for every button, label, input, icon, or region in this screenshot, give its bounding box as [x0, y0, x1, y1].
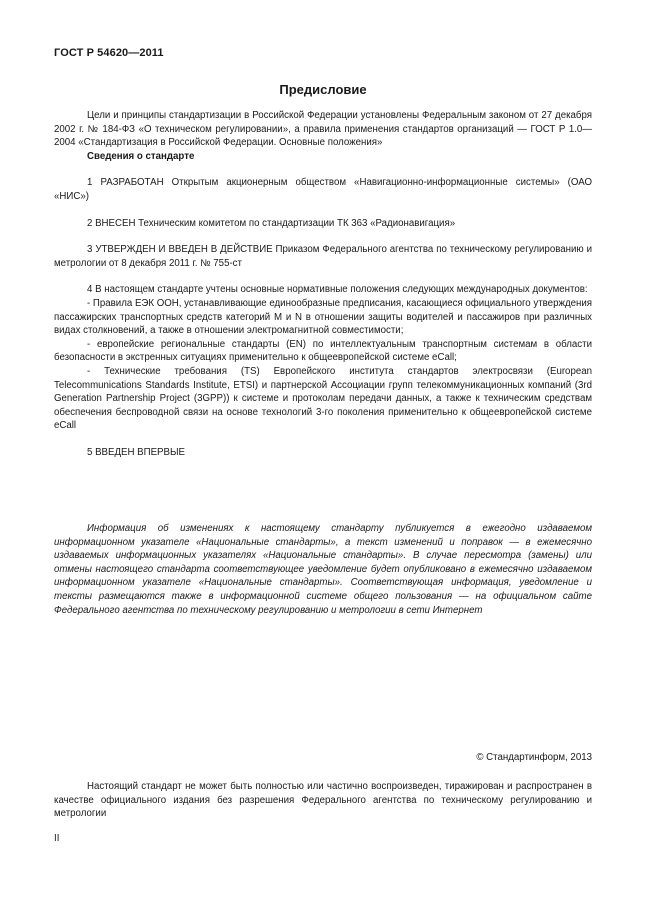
info-note-text: Информация об изменениях к настоящему стандарту публикуется в ежегодно издаваемом информационном указателе «Национальные стандарты», а текст изменений и поправок — в ежемесячно издаваемых информационных указателях «Национальные стандарты». В случае пересмотра (замены) или отмены настоящего стандарта соответствующее уведомление будет опубликовано в ежемесячно издаваемом информационном указателе «Национальные стандарты». Соответствующая информация, уведомление и тексты размещаются также в информационной системе общего пользования — на официальном сайте Федерального агентства по техническому регулированию и метрологии в сети Интернет	[54, 523, 592, 616]
item-2: 2 ВНЕСЕН Техническим комитетом по стандартизации ТК 363 «Радионавигация»	[87, 217, 456, 229]
intro-paragraph: Цели и принципы стандартизации в Российской Федерации установлены Федеральным законом от 27 декабря 2002 г. № 184-ФЗ «О техническом регулировании», а правила применения стандартов организаций — ГОСТ Р 1.0—2004 «Стандартизация в Российской Федерации. Основные положения»	[54, 110, 592, 149]
section-title: Сведения о стандарте	[87, 150, 195, 162]
item-4-list-item: - европейские региональные стандарты (EN) по интеллектуальным транспортным системам в области безопасности в экстренных ситуациях применительно к общеевропейской системе eCall;	[54, 338, 592, 364]
item-3: 3 УТВЕРЖДЕН И ВВЕДЕН В ДЕЙСТВИЕ Приказом Федерального агентства по техническому регулированию и метрологии от 8 декабря 2011 г. № 755-ст	[54, 244, 592, 269]
reproduction-notice	[54, 780, 592, 821]
reproduction-notice-text: Настоящий стандарт не может быть полностью или частично воспроизведен, тиражирован и распространен в качестве официального издания без разрешения Федерального агентства по техническому регулированию и метрологии	[54, 781, 592, 820]
copyright: © Стандартинформ, 2013	[476, 752, 592, 763]
item-1: 1 РАЗРАБОТАН Открытым акционерным обществом «Навигационно-информационные системы» (ОАО «НИС»)	[54, 177, 592, 202]
item-5: 5 ВВЕДЕН ВПЕРВЫЕ	[87, 446, 186, 458]
page-number: II	[54, 833, 60, 844]
preface-body	[54, 109, 592, 459]
item-4-list-item: - Правила ЕЭК ООН, устанавливающие единообразные предписания, касающиеся официального утверждения пассажирских транспортных средств категорий M и N в отношении защиты водителей и пассажиров при различных видах столкновений, а также в отношении электромагнитной совместимости;	[54, 297, 592, 337]
info-note	[54, 522, 592, 617]
item-4-list-item: - Технические требования (TS) Европейского института стандартов электросвязи (European Telecommunications Standards Institute, ETSI) и партнерской Ассоциации групп телекоммуникационных компаний (3rd Generation Partnership Project (3GPP)) к системе и протоколам передачи данных, а также к техническим средствам обеспечения беспроводной связи на основе технологий 3-го поколения применительно к общеевропейской системе eCall	[54, 365, 592, 432]
standard-code: ГОСТ Р 54620—2011	[54, 47, 164, 59]
page-title: Предисловие	[279, 82, 367, 97]
item-4-intro: 4 В настоящем стандарте учтены основные нормативные положения следующих международных документов:	[87, 284, 588, 296]
